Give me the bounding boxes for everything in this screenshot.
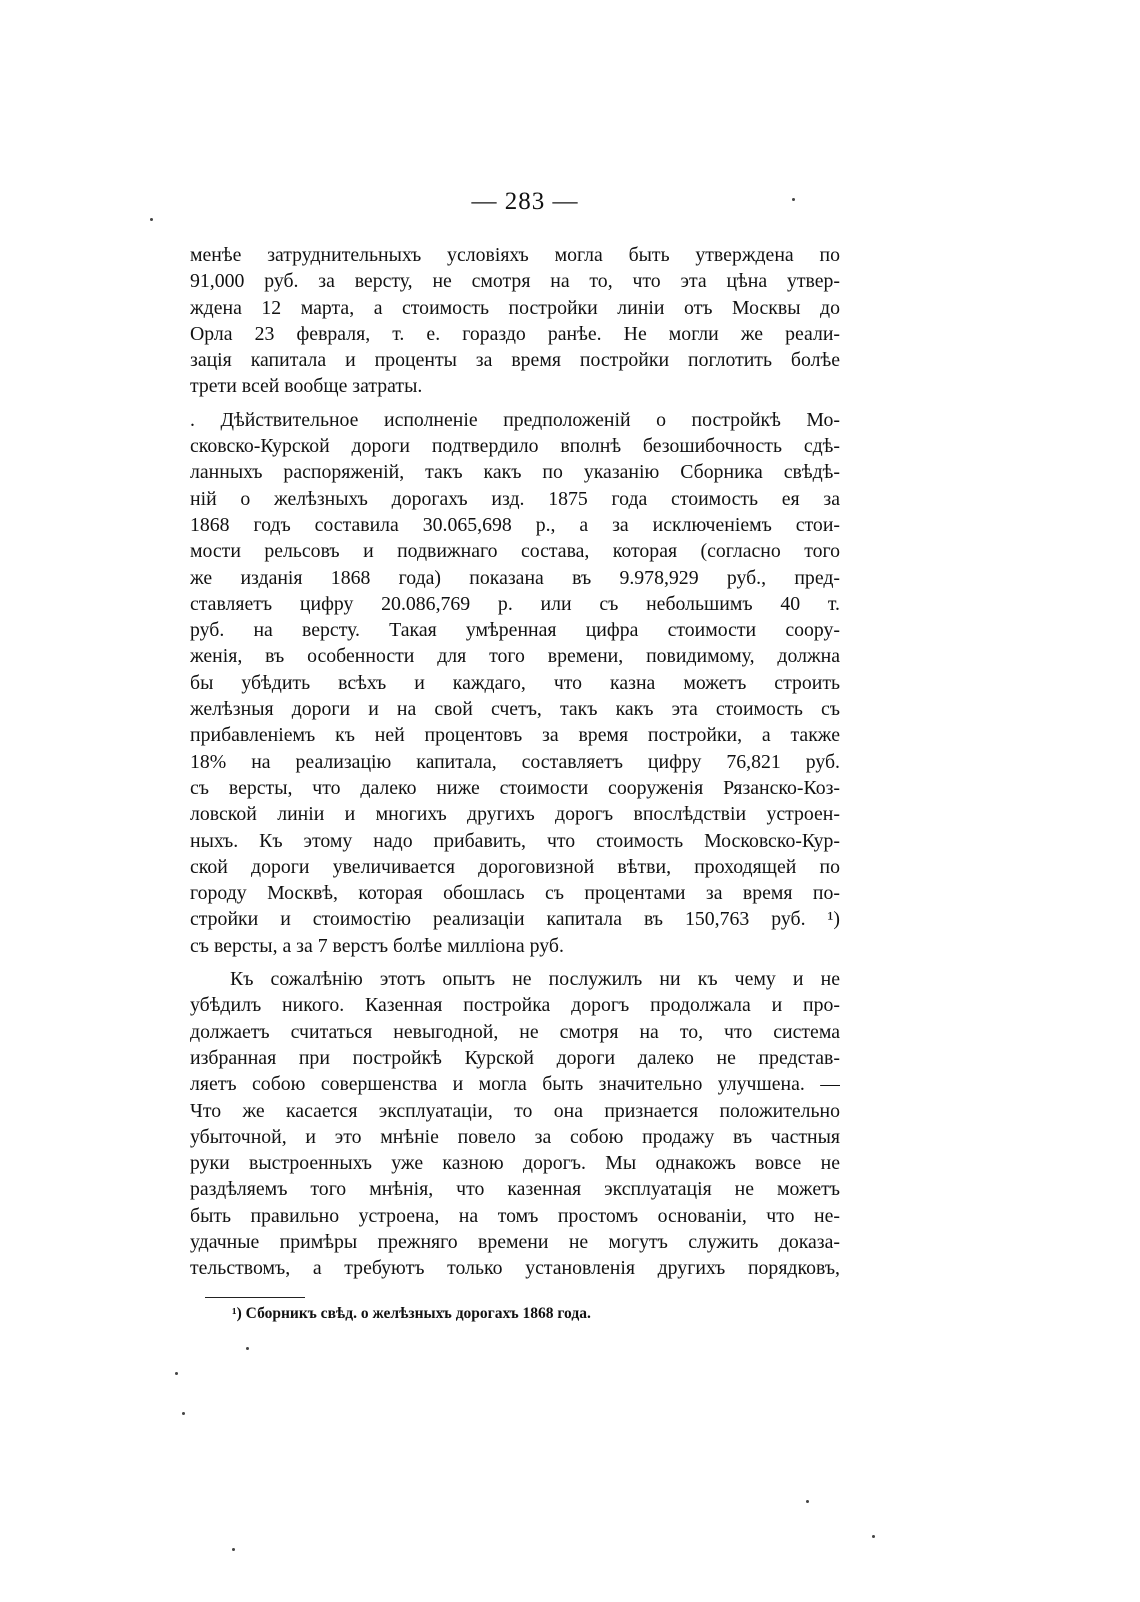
scan-speck <box>246 1347 249 1350</box>
text-line: сковско-Курской дороги подтвердило вполнѣ безошибочность сдѣ- <box>190 435 840 458</box>
scan-speck <box>182 1412 185 1415</box>
text-line: съ версты, что далеко ниже стоимости сооруженія Рязанско-Коз- <box>190 776 840 799</box>
footnote: ¹) Сборникъ свѣд. о желѣзныхъ дорогахъ 1868 года. <box>232 1305 591 1322</box>
text-line: избранная при постройкѣ Курской дороги далеко не представ- <box>190 1046 840 1069</box>
scan-speck <box>806 1500 809 1503</box>
text-line: зація капитала и проценты за время постройки поглотить болѣе <box>190 349 840 372</box>
scan-speck <box>150 218 153 221</box>
text-line: 1868 годъ составила 30.065,698 р., а за исключеніемъ стои- <box>190 513 840 536</box>
text-line: стройки и стоимостію реализаціи капитала въ 150,763 руб. ¹) <box>190 908 840 931</box>
text-line: бы убѣдить всѣхъ и каждаго, что казна можетъ строить <box>190 671 840 694</box>
text-line: ставляетъ цифру 20.086,769 р. или съ небольшимъ 40 т. <box>190 592 840 615</box>
text-line: мости рельсовъ и подвижнаго состава, которая (согласно того <box>190 540 840 563</box>
footnote-divider <box>205 1297 305 1298</box>
scan-speck <box>872 1535 875 1538</box>
text-line: менѣе затруднительныхъ условіяхъ могла быть утверждена по <box>190 244 840 266</box>
text-line: съ версты, а за 7 верстъ болѣе милліона руб. <box>190 934 564 957</box>
text-line: руб. на версту. Такая умѣренная цифра стоимости соору- <box>190 619 840 642</box>
text-line: прибавленіемъ къ ней процентовъ за время постройки, а также <box>190 724 840 747</box>
text-line: ныхъ. Къ этому надо прибавить, что стоимость Московско-Кур- <box>190 829 840 852</box>
text-line: же изданія 1868 года) показана въ 9.978,929 руб., пред- <box>190 566 840 589</box>
text-line: руки выстроенныхъ уже казною дорогъ. Мы однакожъ вовсе не <box>190 1152 840 1175</box>
scan-speck <box>232 1548 235 1551</box>
text-line: ской дороги увеличивается дороговизной вѣтви, проходящей по <box>190 855 840 878</box>
text-line: удачные примѣры прежняго времени не могутъ служить доказа- <box>190 1230 840 1253</box>
page-number: — 283 — <box>471 188 579 215</box>
text-line: Къ сожалѣнію этотъ опытъ не послужилъ ни къ чему и не <box>230 968 840 991</box>
paragraph-1 <box>190 242 840 400</box>
text-line: убыточной, и это мнѣніе повело за собою продажу въ частныя <box>190 1125 840 1148</box>
text-line: раздѣляемъ того мнѣнія, что казенная эксплуатація не можетъ <box>190 1178 840 1201</box>
text-line: женія, въ особенности для того времени, повидимому, должна <box>190 645 840 668</box>
text-line: . Дѣйствительное исполненіе предположеній о постройкѣ Мо- <box>190 408 840 431</box>
text-line: 91,000 руб. за версту, не смотря на то, что эта цѣна утвер- <box>190 270 840 293</box>
text-line: быть правильно устроена, на томъ простомъ основаніи, что не- <box>190 1204 840 1227</box>
text-line: тельствомъ, а требуютъ только установленія другихъ порядковъ, <box>190 1257 840 1280</box>
text-line: ляетъ собою совершенства и могла быть значительно улучшена. — <box>190 1073 840 1096</box>
text-line: 18% на реализацію капитала, составляетъ цифру 76,821 руб. <box>190 750 840 773</box>
text-line: должаетъ считаться невыгодной, не смотря на то, что система <box>190 1020 840 1043</box>
scan-speck <box>175 1372 178 1375</box>
text-line: желѣзныя дороги и на свой счетъ, такъ какъ эта стоимость съ <box>190 698 840 721</box>
body-text <box>190 242 840 1282</box>
text-line: ловской линіи и многихъ другихъ дорогъ впослѣдствіи устроен- <box>190 803 840 826</box>
text-line: ждена 12 марта, а стоимость постройки линіи отъ Москвы до <box>190 296 840 319</box>
text-line: ланныхъ распоряженій, такъ какъ по указанію Сборника свѣдѣ- <box>190 461 840 484</box>
text-line: городу Москвѣ, которая обошлась съ процентами за время по- <box>190 882 840 905</box>
text-line: трети всей вообще затраты. <box>190 375 423 398</box>
scan-speck <box>792 198 795 201</box>
text-line: Что же касается эксплуатаціи, то она признается положительно <box>190 1099 840 1122</box>
text-line: ній о желѣзныхъ дорогахъ изд. 1875 года стоимость ея за <box>190 487 840 510</box>
text-line: убѣдилъ никого. Казенная постройка дорогъ продолжала и про- <box>190 994 840 1017</box>
paragraph-3 <box>190 966 840 1282</box>
paragraph-2 <box>190 407 840 959</box>
text-line: Орла 23 февраля, т. е. гораздо ранѣе. Не могли же реали- <box>190 322 840 345</box>
